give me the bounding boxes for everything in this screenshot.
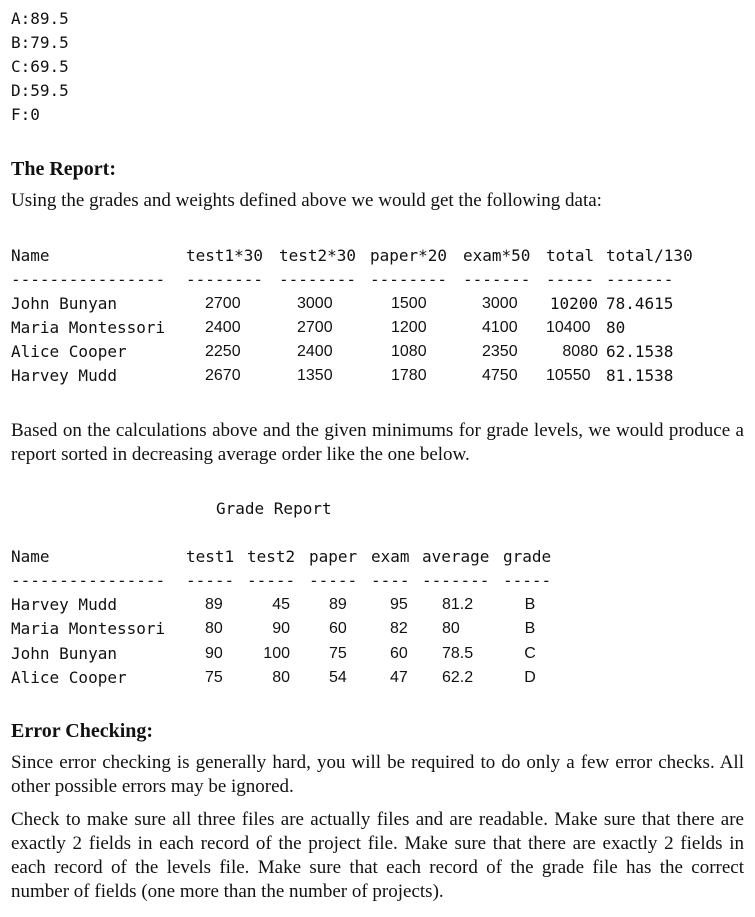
row-avg: 81.1538 [606, 366, 674, 385]
divider-test2: -------- [279, 270, 357, 289]
level-b: B:79.5 [11, 33, 69, 52]
header-test2: test2*30 [279, 246, 357, 265]
row-exam: 3000 [482, 295, 518, 312]
row-test2: 80 [272, 669, 290, 686]
row-test2: 45 [272, 596, 290, 613]
row-name: Harvey Mudd [11, 366, 117, 385]
row-name: Maria Montessori [11, 619, 166, 638]
row-paper: 1500 [391, 295, 427, 312]
header-paper: paper [309, 547, 358, 566]
row-paper: 54 [329, 669, 347, 686]
row-avg: 78.4615 [606, 294, 674, 313]
header-exam: exam*50 [463, 246, 531, 265]
report-intro: Using the grades and weights defined above we would get the following data: [11, 190, 602, 211]
header-test1: test1 [186, 547, 235, 566]
row-test2: 90 [272, 620, 290, 637]
row-test2: 2700 [297, 319, 333, 336]
row-test2: 3000 [297, 295, 333, 312]
header-grade: grade [503, 547, 552, 566]
divider-average: ------- [422, 571, 490, 590]
divider-total: ----- [546, 270, 595, 289]
row-test1: 2700 [205, 295, 241, 312]
row-test1: 80 [205, 620, 223, 637]
row-average: 81.2 [442, 596, 474, 613]
row-grade: C [524, 645, 536, 662]
header-name: Name [11, 547, 50, 566]
divider-paper: -------- [370, 270, 448, 289]
row-exam: 2350 [482, 343, 518, 360]
divider-name: ---------------- [11, 571, 166, 590]
row-name: Alice Cooper [11, 342, 127, 361]
row-grade: B [524, 596, 536, 613]
row-exam: 82 [390, 620, 408, 637]
row-total: 10400 [546, 319, 591, 336]
row-total: 10200 [549, 294, 598, 313]
header-paper: paper*20 [370, 246, 448, 265]
row-average: 78.5 [442, 645, 474, 662]
row-test2: 100 [263, 645, 290, 662]
header-total-130: total/130 [606, 246, 693, 265]
row-paper: 60 [329, 620, 347, 637]
row-exam: 95 [390, 596, 408, 613]
header-exam: exam [371, 547, 410, 566]
grade-report-title: Grade Report [216, 499, 332, 518]
header-average: average [422, 547, 490, 566]
row-name: Harvey Mudd [11, 595, 117, 614]
divider-exam: ---- [371, 571, 410, 590]
header-test1: test1*30 [186, 246, 264, 265]
row-exam: 60 [390, 645, 408, 662]
divider-grade: ----- [503, 571, 552, 590]
row-paper: 1780 [391, 367, 427, 384]
header-test2: test2 [247, 547, 296, 566]
row-exam: 4750 [482, 367, 518, 384]
row-paper: 89 [329, 596, 347, 613]
error-checking-para-1: Since error checking is generally hard, you will be required to do only a few error checks. All other possible errors may be ignored. [11, 752, 744, 797]
row-test1: 89 [205, 596, 223, 613]
row-name: John Bunyan [11, 294, 117, 313]
header-total: total [546, 246, 595, 265]
divider-paper: ----- [309, 571, 358, 590]
middle-paragraph: Based on the calculations above and the given minimums for grade levels, we would produce a report sorted in decreasing average order like the one below. [11, 420, 744, 465]
error-checking-para-2: Check to make sure all three files are actually files and are readable. Make sure that there are exactly 2 fields in each record of the project file. Make sure that there are exactly 2 fields in each record of the levels file. Make sure that each record of the grade file has the correct number of fields (one more than the number of projects). [11, 809, 744, 902]
row-test1: 2400 [205, 319, 241, 336]
row-test1: 2250 [205, 343, 241, 360]
divider-test1: ----- [186, 571, 235, 590]
row-paper: 1080 [391, 343, 427, 360]
row-total: 10550 [546, 367, 591, 384]
row-avg: 62.1538 [606, 342, 674, 361]
row-test1: 90 [205, 645, 223, 662]
row-grade: D [524, 669, 536, 686]
row-test2: 2400 [297, 343, 333, 360]
header-name: Name [11, 246, 50, 265]
row-name: Maria Montessori [11, 318, 166, 337]
divider-name: ---------------- [11, 270, 166, 289]
report-heading: The Report: [11, 158, 116, 180]
row-average: 80 [442, 620, 460, 637]
divider-total-130: ------- [606, 270, 674, 289]
row-paper: 1200 [391, 319, 427, 336]
row-average: 62.2 [442, 669, 474, 686]
divider-exam: ------- [463, 270, 531, 289]
row-test2: 1350 [297, 367, 333, 384]
level-c: C:69.5 [11, 57, 69, 76]
row-grade: B [524, 620, 536, 637]
row-test1: 75 [205, 669, 223, 686]
level-f: F:0 [11, 105, 40, 124]
level-a: A:89.5 [11, 9, 69, 28]
level-d: D:59.5 [11, 81, 69, 100]
divider-test1: -------- [186, 270, 264, 289]
row-exam: 4100 [482, 319, 518, 336]
row-exam: 47 [390, 669, 408, 686]
error-checking-heading: Error Checking: [11, 720, 154, 742]
row-name: Alice Cooper [11, 668, 127, 687]
row-avg: 80 [606, 318, 626, 337]
row-total: 8080 [562, 343, 598, 360]
row-name: John Bunyan [11, 644, 117, 663]
row-paper: 75 [329, 645, 347, 662]
row-test1: 2670 [205, 367, 241, 384]
divider-test2: ----- [247, 571, 296, 590]
